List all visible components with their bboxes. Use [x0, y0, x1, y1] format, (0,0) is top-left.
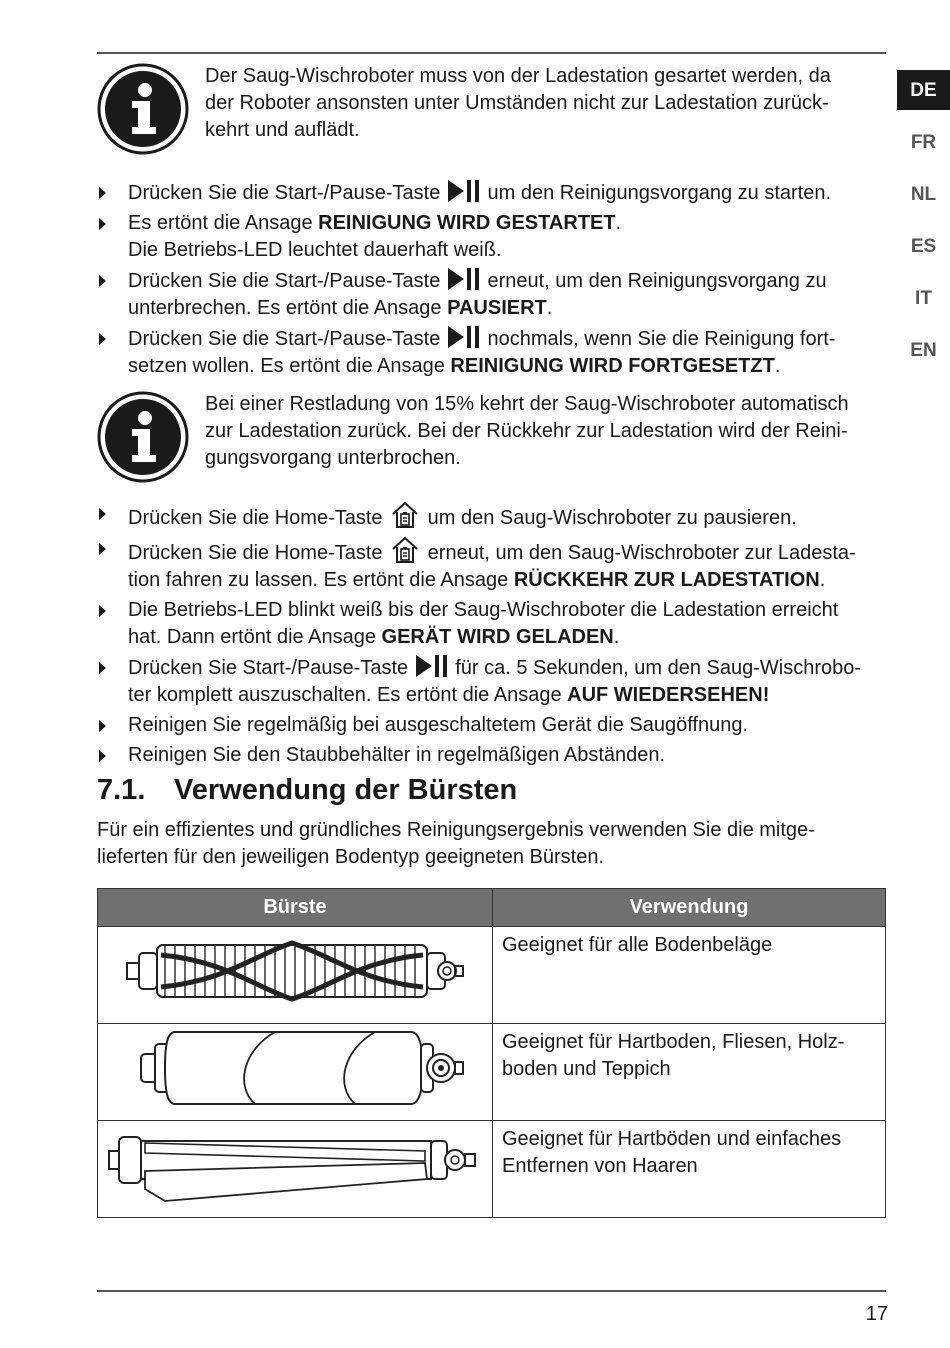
instruction-list-2	[97, 500, 887, 772]
soft-roller-brush-icon	[125, 1026, 465, 1110]
section-heading	[97, 772, 517, 808]
brush-image-cell	[98, 1121, 493, 1218]
bullet-arrow-icon	[99, 750, 106, 762]
brush-table	[97, 888, 886, 1218]
top-rule	[97, 52, 886, 54]
home-icon	[390, 500, 420, 530]
column-header-brush: Bürste	[98, 889, 493, 927]
play-pause-icon	[415, 654, 449, 678]
lang-tab-nl[interactable]: NL	[910, 183, 937, 205]
list-item: Drücken Sie die Start-/Pause-Taste um den Reinigungsvorgang zu starten.	[97, 179, 887, 207]
info-line: zur Ladestation zurück. Bei der Rückkehr zur Ladestation wird der Reini-	[205, 420, 848, 442]
bullet-arrow-icon	[99, 218, 106, 230]
bullet-arrow-icon	[99, 720, 106, 732]
info-line: Der Saug-Wischroboter muss von der Ladestation gesartet werden, da	[205, 65, 831, 87]
bullet-arrow-icon	[99, 333, 106, 345]
section-intro: Für ein effizientes und gründliches Reinigungsergebnis verwenden Sie die mitge- lieferten für den jeweiligen Bodentyp geeigneten Bürsten.	[97, 819, 815, 868]
bullet-arrow-icon	[99, 605, 106, 617]
list-item: Es ertönt die Ansage REINIGUNG WIRD GESTARTET. Die Betriebs-LED leuchtet dauerhaft weiß.	[97, 210, 887, 264]
info-line: der Roboter ansonsten unter Umständen nicht zur Ladestation zurück-	[205, 92, 829, 114]
bullet-arrow-icon	[99, 543, 106, 555]
bristle-brush-icon	[125, 931, 465, 1011]
lang-tab-en[interactable]: EN	[910, 339, 937, 361]
instruction-list-1	[97, 179, 887, 383]
section-title: Verwendung der Bürsten	[174, 774, 518, 806]
page-number: 17	[865, 1303, 888, 1325]
rubber-blade-brush-icon	[105, 1123, 485, 1207]
list-item: Reinigen Sie den Staubbehälter in regelmäßigen Abständen.	[97, 742, 887, 769]
section-number: 7.1.	[97, 774, 146, 806]
info-line: gungsvorgang unterbrochen.	[205, 447, 461, 469]
list-item: Die Betriebs-LED blinkt weiß bis der Saug-Wischroboter die Ladestation erreicht hat. Dann ertönt die Ansage GERÄT WIRD GELADEN.	[97, 597, 887, 651]
bullet-arrow-icon	[99, 662, 106, 674]
table-row	[98, 927, 886, 1024]
lang-tab-de[interactable]: DE	[897, 70, 950, 110]
lang-tab-es[interactable]: ES	[910, 235, 937, 257]
bottom-rule	[97, 1290, 886, 1292]
list-item: Drücken Sie die Start-/Pause-Taste erneut, um den Reinigungsvorgang zu unterbrechen. Es ertönt die Ansage PAUSIERT.	[97, 267, 887, 322]
brush-image-cell	[98, 927, 493, 1024]
lang-tab-it[interactable]: IT	[915, 287, 932, 309]
play-pause-icon	[447, 267, 481, 291]
column-header-usage: Verwendung	[493, 889, 886, 927]
bullet-arrow-icon	[99, 508, 106, 520]
table-row	[98, 1121, 886, 1218]
brush-usage-cell: Geeignet für Hartböden und einfaches Entfernen von Haaren	[493, 1121, 886, 1218]
brush-usage-cell: Geeignet für alle Bodenbeläge	[493, 927, 886, 1024]
table-row	[98, 1024, 886, 1121]
list-item: Drücken Sie Start-/Pause-Taste für ca. 5 Sekunden, um den Saug-Wischrobo- ter komplett auszuschalten. Es ertönt die Ansage AUF WIEDERSEHEN!	[97, 654, 887, 709]
brush-image-cell	[98, 1024, 493, 1121]
info-line: kehrt und auflädt.	[205, 119, 360, 141]
table-header-row	[98, 889, 886, 927]
list-item: Drücken Sie die Home-Taste erneut, um den Saug-Wischroboter zur Ladesta- tion fahren zu lassen. Es ertönt die Ansage RÜCKKEHR ZUR LADESTATION.	[97, 535, 887, 594]
bullet-arrow-icon	[99, 275, 106, 287]
list-item: Reinigen Sie regelmäßig bei ausgeschaltetem Gerät die Saugöffnung.	[97, 712, 887, 739]
info-icon	[97, 63, 189, 155]
list-item: Drücken Sie die Home-Taste um den Saug-Wischroboter zu pausieren.	[97, 500, 887, 532]
info-icon	[97, 391, 189, 483]
home-icon	[390, 535, 420, 565]
play-pause-icon	[447, 325, 481, 349]
brush-usage-cell: Geeignet für Hartboden, Fliesen, Holz- boden und Teppich	[493, 1024, 886, 1121]
bullet-arrow-icon	[99, 187, 106, 199]
info-line: Bei einer Restladung von 15% kehrt der Saug-Wischroboter automatisch	[205, 393, 849, 415]
info-note-2	[97, 391, 887, 472]
play-pause-icon	[447, 179, 481, 203]
list-item: Drücken Sie die Start-/Pause-Taste nochmals, wenn Sie die Reinigung fort- setzen wollen. Es ertönt die Ansage REINIGUNG WIRD FORTGESETZT.	[97, 325, 887, 380]
lang-tab-fr[interactable]: FR	[910, 131, 937, 153]
info-note-1	[97, 63, 887, 144]
language-tabs	[897, 70, 950, 382]
